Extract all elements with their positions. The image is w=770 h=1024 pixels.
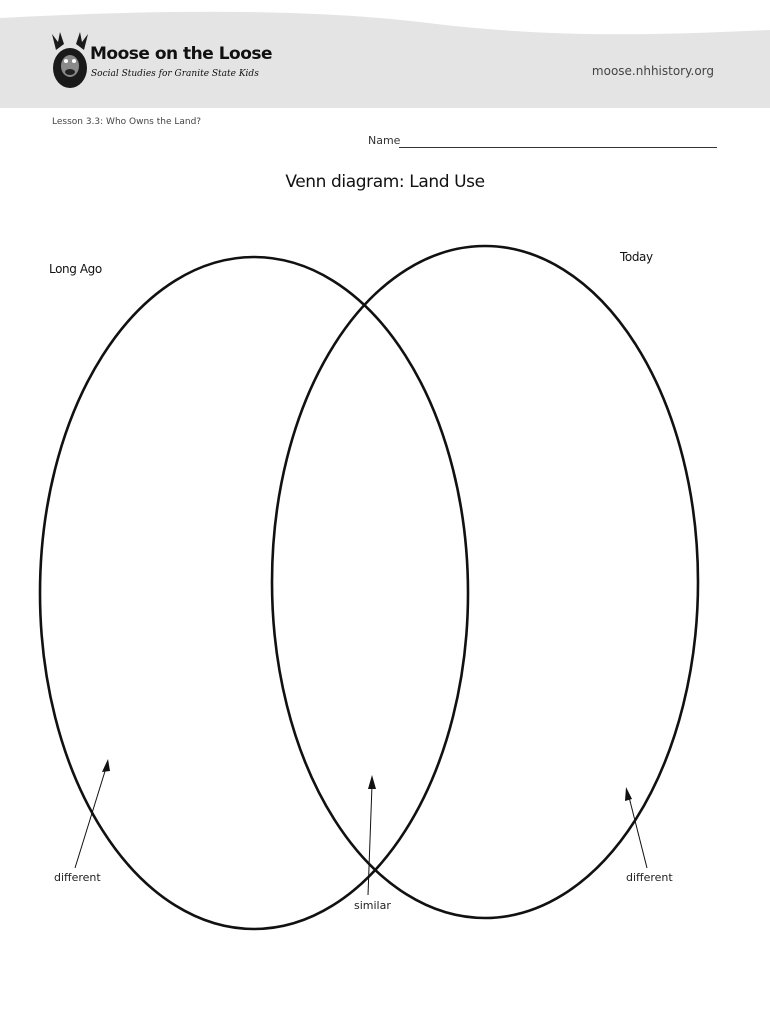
left-arrow-label: different [54, 871, 101, 884]
brand-title: Moose on the Loose [90, 44, 273, 64]
lesson-label: Lesson 3.3: Who Owns the Land? [52, 117, 202, 127]
right-arrow [625, 787, 647, 868]
left-circle-label: Long Ago [49, 262, 102, 276]
right-circle-label: Today [620, 250, 653, 264]
center-arrow-label: similar [354, 899, 391, 912]
right-arrow-label: different [626, 871, 673, 884]
left-circle[interactable] [40, 257, 468, 929]
brand-tagline: Social Studies for Granite State Kids [91, 69, 259, 79]
site-url[interactable]: moose.nhhistory.org [591, 64, 714, 78]
name-label: Name [368, 134, 401, 147]
page-title: Venn diagram: Land Use [285, 172, 485, 192]
